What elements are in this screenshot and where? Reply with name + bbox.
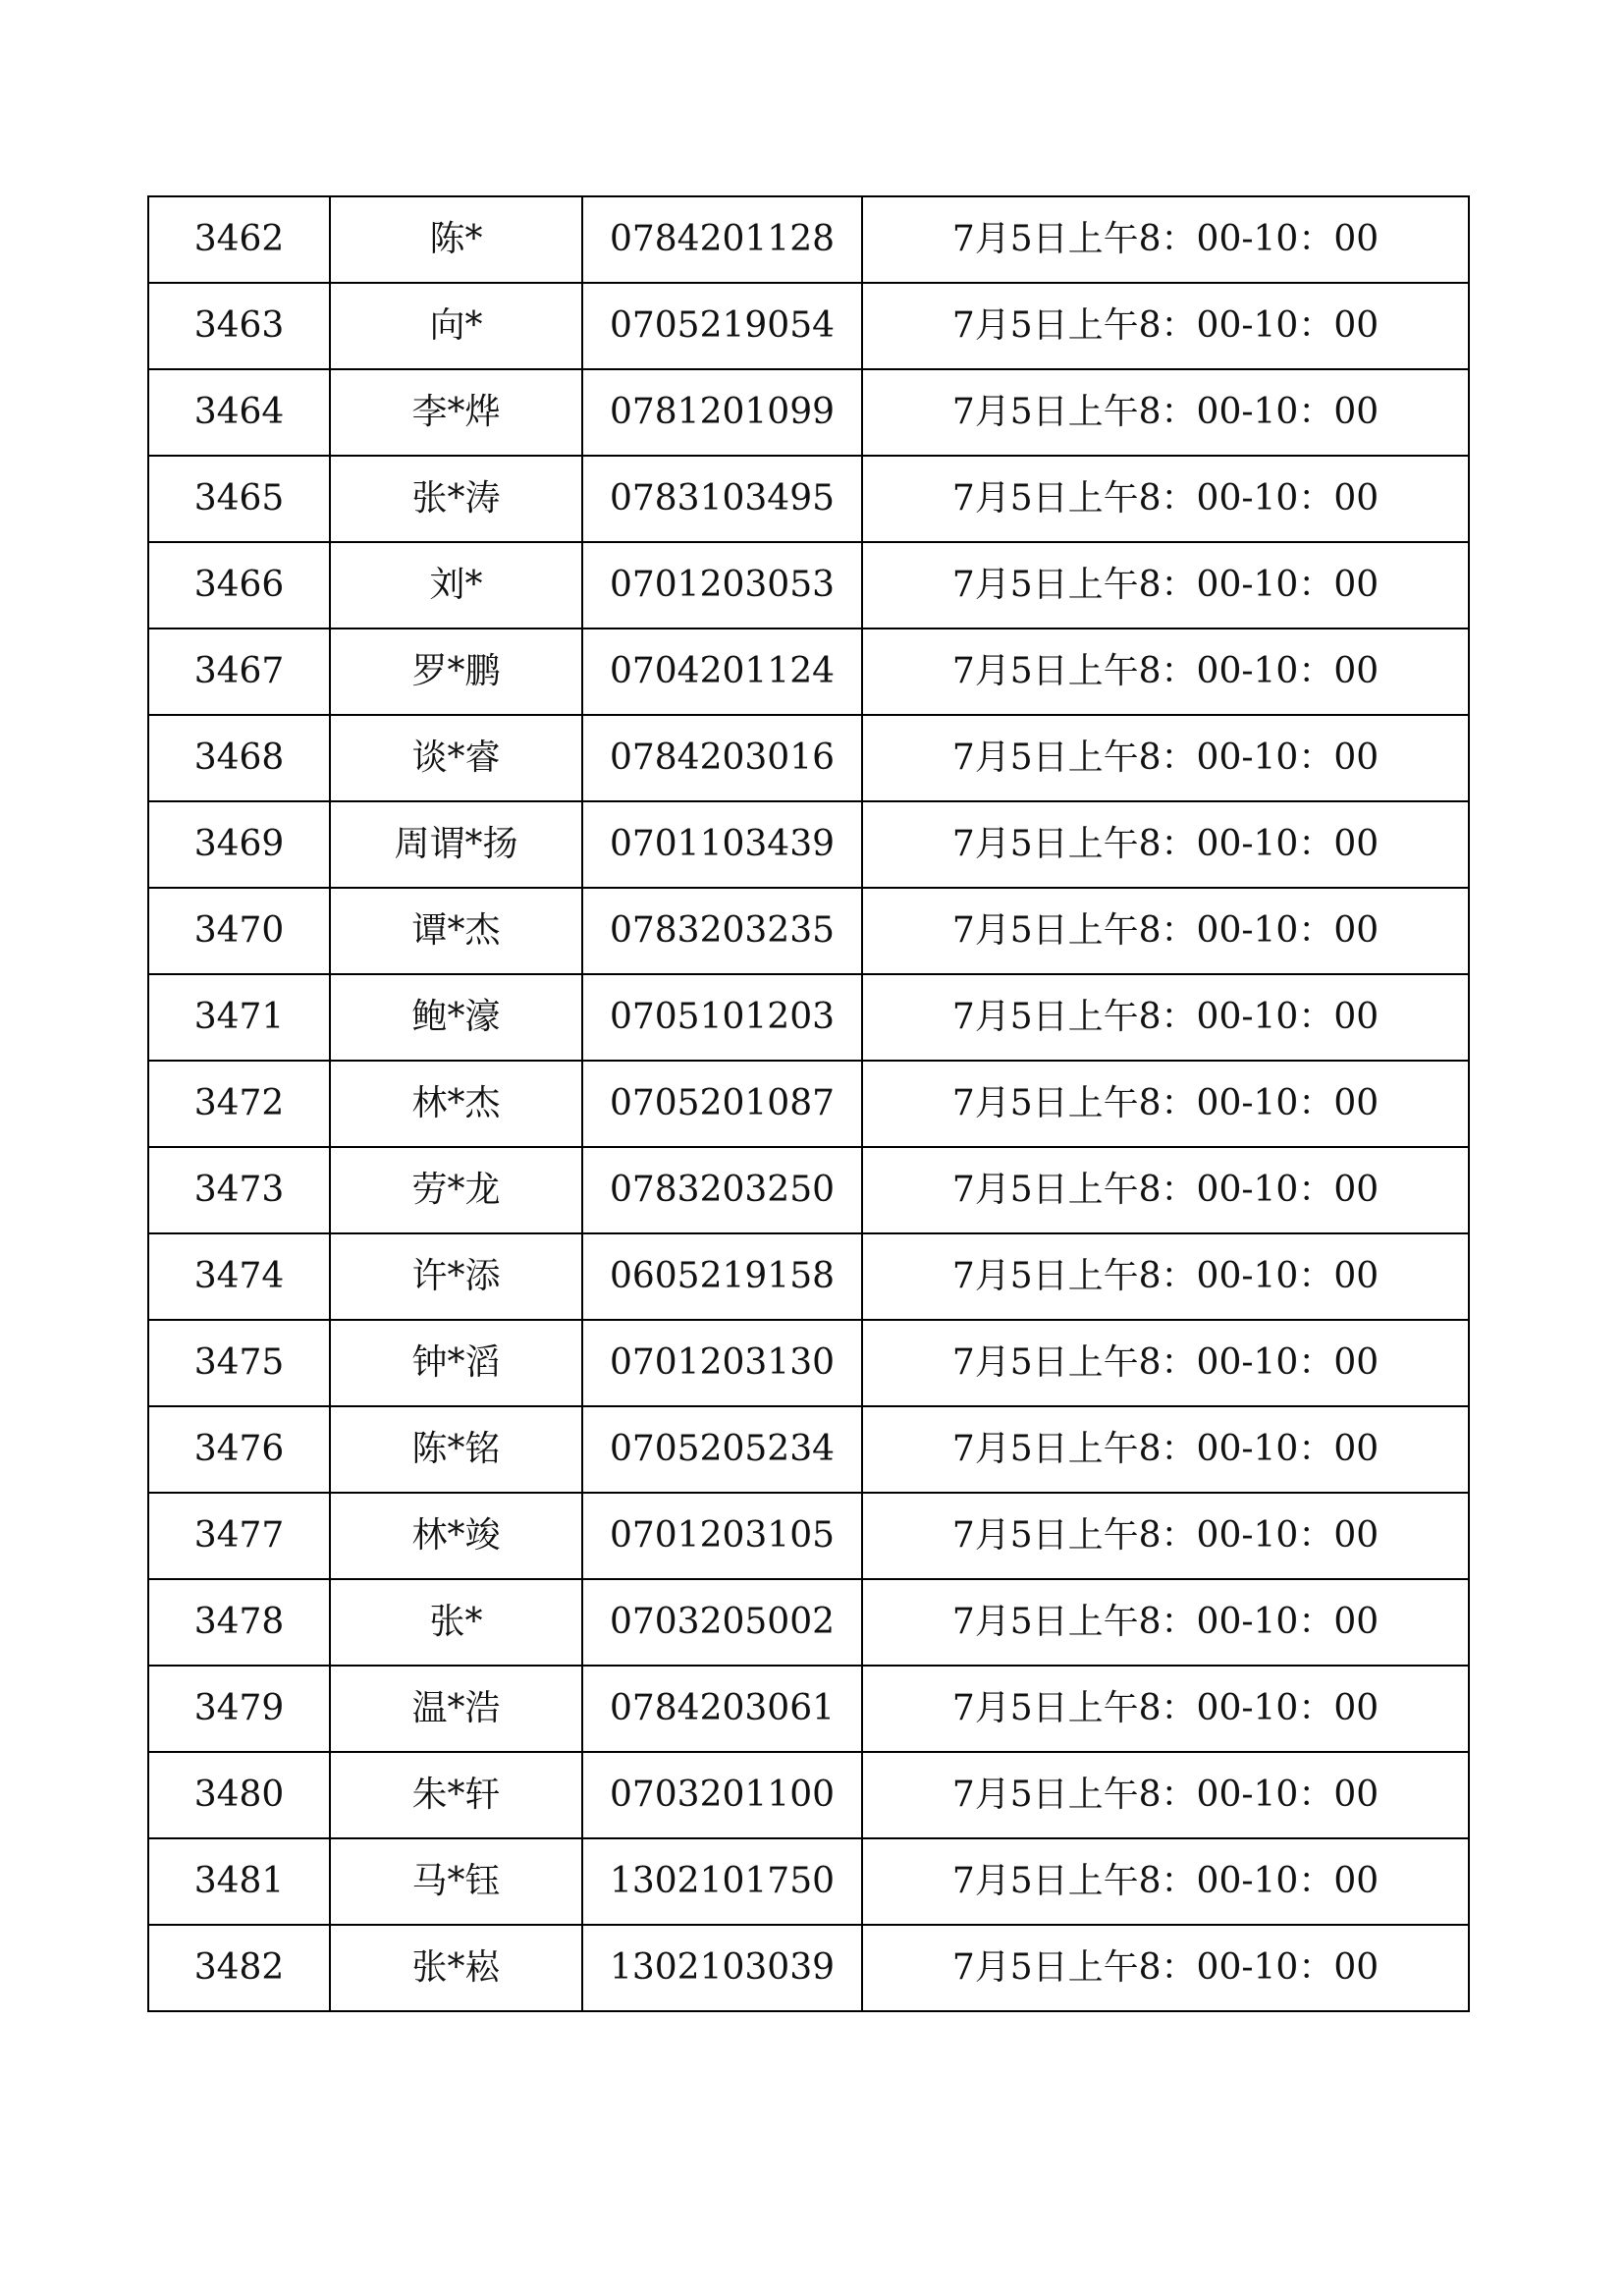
- cell-time-slot: 7月5日上午8：00-10：00: [862, 542, 1469, 629]
- cell-id-number: 0704201124: [582, 629, 862, 715]
- cell-name: 朱*轩: [330, 1752, 582, 1838]
- cell-name: 罗*鹏: [330, 629, 582, 715]
- cell-time-slot: 7月5日上午8：00-10：00: [862, 629, 1469, 715]
- cell-time-slot: 7月5日上午8：00-10：00: [862, 1147, 1469, 1233]
- cell-time-slot: 7月5日上午8：00-10：00: [862, 369, 1469, 456]
- cell-name: 许*添: [330, 1233, 582, 1320]
- cell-time-slot: 7月5日上午8：00-10：00: [862, 974, 1469, 1061]
- table-row: [148, 1493, 1469, 1579]
- cell-id-number: 1302101750: [582, 1838, 862, 1925]
- table-row: [148, 1838, 1469, 1925]
- cell-time-slot: 7月5日上午8：00-10：00: [862, 1061, 1469, 1147]
- cell-name: 劳*龙: [330, 1147, 582, 1233]
- cell-id-number: 0701203053: [582, 542, 862, 629]
- cell-time-slot: 7月5日上午8：00-10：00: [862, 1579, 1469, 1666]
- table-row: [148, 542, 1469, 629]
- cell-name: 林*竣: [330, 1493, 582, 1579]
- cell-id-number: 0705205234: [582, 1406, 862, 1493]
- cell-name: 张*: [330, 1579, 582, 1666]
- cell-time-slot: 7月5日上午8：00-10：00: [862, 1233, 1469, 1320]
- table-row: [148, 1666, 1469, 1752]
- cell-time-slot: 7月5日上午8：00-10：00: [862, 1320, 1469, 1406]
- cell-name: 张*崧: [330, 1925, 582, 2011]
- cell-time-slot: 7月5日上午8：00-10：00: [862, 196, 1469, 283]
- cell-id-number: 0701203130: [582, 1320, 862, 1406]
- table-row: [148, 888, 1469, 974]
- cell-id-number: 0703205002: [582, 1579, 862, 1666]
- cell-time-slot: 7月5日上午8：00-10：00: [862, 283, 1469, 369]
- cell-name: 林*杰: [330, 1061, 582, 1147]
- cell-serial-number: 3474: [148, 1233, 330, 1320]
- table-row: [148, 283, 1469, 369]
- cell-serial-number: 3464: [148, 369, 330, 456]
- cell-serial-number: 3471: [148, 974, 330, 1061]
- table-row: [148, 1406, 1469, 1493]
- cell-id-number: 0705219054: [582, 283, 862, 369]
- cell-time-slot: 7月5日上午8：00-10：00: [862, 1838, 1469, 1925]
- cell-serial-number: 3481: [148, 1838, 330, 1925]
- cell-serial-number: 3470: [148, 888, 330, 974]
- cell-serial-number: 3468: [148, 715, 330, 801]
- cell-name: 鲍*濠: [330, 974, 582, 1061]
- cell-name: 谈*睿: [330, 715, 582, 801]
- cell-time-slot: 7月5日上午8：00-10：00: [862, 715, 1469, 801]
- cell-name: 谭*杰: [330, 888, 582, 974]
- roster-table: [147, 195, 1470, 2012]
- table-row: [148, 1579, 1469, 1666]
- cell-name: 向*: [330, 283, 582, 369]
- cell-time-slot: 7月5日上午8：00-10：00: [862, 1493, 1469, 1579]
- cell-name: 陈*铭: [330, 1406, 582, 1493]
- cell-time-slot: 7月5日上午8：00-10：00: [862, 1666, 1469, 1752]
- cell-id-number: 0784201128: [582, 196, 862, 283]
- cell-name: 陈*: [330, 196, 582, 283]
- cell-id-number: 0783103495: [582, 456, 862, 542]
- table-row: [148, 1925, 1469, 2011]
- cell-id-number: 0784203061: [582, 1666, 862, 1752]
- cell-time-slot: 7月5日上午8：00-10：00: [862, 801, 1469, 888]
- table-row: [148, 369, 1469, 456]
- cell-id-number: 0781201099: [582, 369, 862, 456]
- cell-time-slot: 7月5日上午8：00-10：00: [862, 1925, 1469, 2011]
- cell-id-number: 0703201100: [582, 1752, 862, 1838]
- cell-id-number: 1302103039: [582, 1925, 862, 2011]
- cell-time-slot: 7月5日上午8：00-10：00: [862, 1752, 1469, 1838]
- cell-id-number: 0701203105: [582, 1493, 862, 1579]
- table-row: [148, 1752, 1469, 1838]
- cell-time-slot: 7月5日上午8：00-10：00: [862, 456, 1469, 542]
- table-row: [148, 1320, 1469, 1406]
- cell-id-number: 0705201087: [582, 1061, 862, 1147]
- cell-id-number: 0605219158: [582, 1233, 862, 1320]
- cell-id-number: 0784203016: [582, 715, 862, 801]
- cell-name: 马*钰: [330, 1838, 582, 1925]
- cell-time-slot: 7月5日上午8：00-10：00: [862, 888, 1469, 974]
- cell-serial-number: 3462: [148, 196, 330, 283]
- cell-serial-number: 3465: [148, 456, 330, 542]
- cell-serial-number: 3463: [148, 283, 330, 369]
- cell-name: 李*烨: [330, 369, 582, 456]
- cell-id-number: 0783203250: [582, 1147, 862, 1233]
- table-row: [148, 456, 1469, 542]
- cell-serial-number: 3480: [148, 1752, 330, 1838]
- cell-serial-number: 3478: [148, 1579, 330, 1666]
- cell-id-number: 0783203235: [582, 888, 862, 974]
- cell-serial-number: 3472: [148, 1061, 330, 1147]
- table-row: [148, 801, 1469, 888]
- cell-serial-number: 3475: [148, 1320, 330, 1406]
- cell-serial-number: 3477: [148, 1493, 330, 1579]
- table-row: [148, 629, 1469, 715]
- table-row: [148, 196, 1469, 283]
- table-row: [148, 1233, 1469, 1320]
- cell-serial-number: 3473: [148, 1147, 330, 1233]
- cell-time-slot: 7月5日上午8：00-10：00: [862, 1406, 1469, 1493]
- cell-id-number: 0705101203: [582, 974, 862, 1061]
- table-row: [148, 1147, 1469, 1233]
- cell-serial-number: 3469: [148, 801, 330, 888]
- cell-name: 刘*: [330, 542, 582, 629]
- roster-table-body: [148, 196, 1469, 2011]
- cell-name: 周谓*扬: [330, 801, 582, 888]
- table-row: [148, 974, 1469, 1061]
- cell-serial-number: 3482: [148, 1925, 330, 2011]
- cell-serial-number: 3466: [148, 542, 330, 629]
- cell-serial-number: 3479: [148, 1666, 330, 1752]
- cell-name: 张*涛: [330, 456, 582, 542]
- cell-serial-number: 3467: [148, 629, 330, 715]
- table-row: [148, 1061, 1469, 1147]
- cell-name: 钟*滔: [330, 1320, 582, 1406]
- cell-id-number: 0701103439: [582, 801, 862, 888]
- cell-serial-number: 3476: [148, 1406, 330, 1493]
- cell-name: 温*浩: [330, 1666, 582, 1752]
- table-row: [148, 715, 1469, 801]
